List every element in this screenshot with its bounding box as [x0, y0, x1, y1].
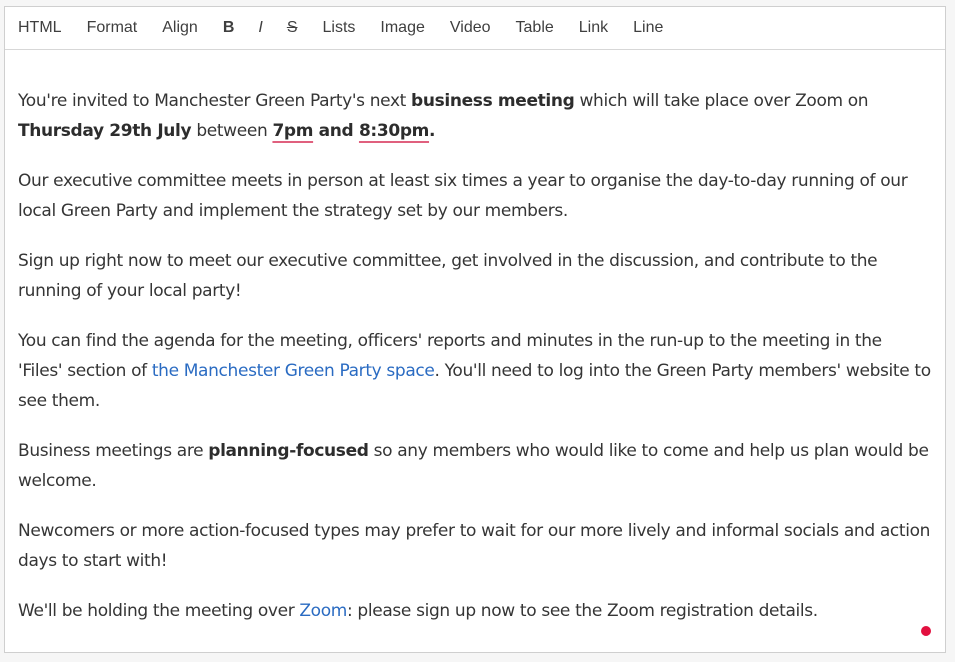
- html-button[interactable]: HTML: [18, 19, 62, 36]
- business-text-2: so any members who would like to come and help us plan would be welcome.: [18, 441, 929, 491]
- paragraph-sign-up: Sign up right now to meet our executive committee, get involved in the discussion, and contribute to the running of your local party!: [18, 251, 878, 301]
- align-button[interactable]: Align: [162, 19, 198, 36]
- zoom-text-2: : please sign up now to see the Zoom registration details.: [347, 601, 818, 621]
- rich-text-editor[interactable]: [4, 6, 946, 653]
- paragraph-agenda: [18, 326, 931, 416]
- paragraph-executive-committee: Our executive committee meets in person at least six times a year to organise the day-to-day running of our local Green Party and implement the strategy set by our members.: [18, 171, 908, 221]
- link-button[interactable]: Link: [578, 19, 609, 36]
- agenda-text-1: You can find the agenda for the meeting, officers' reports and minutes in the run-up to the meeting in the 'Files' section of: [18, 331, 882, 381]
- agenda-text-2: . You'll need to log into the Green Party members' website to see them.: [18, 361, 931, 411]
- strikethrough-button[interactable]: S: [286, 19, 298, 36]
- lists-button[interactable]: Lists: [322, 19, 356, 36]
- invitation-text-3: between: [191, 121, 273, 141]
- editor-content[interactable]: [5, 50, 945, 626]
- start-time-bold: 7pm: [272, 121, 314, 141]
- status-dot-icon: [921, 626, 931, 636]
- italic-button[interactable]: I: [258, 19, 263, 36]
- paragraph-zoom: [18, 596, 931, 626]
- video-button[interactable]: Video: [449, 19, 491, 36]
- end-time-bold: 8:30pm: [358, 121, 430, 141]
- invitation-text-1: You're invited to Manchester Green Party's next: [18, 91, 412, 111]
- zoom-text-1: We'll be holding the meeting over: [18, 601, 300, 621]
- image-button[interactable]: Image: [380, 19, 425, 36]
- bold-button[interactable]: B: [222, 19, 235, 36]
- planning-focused-bold: planning-focused: [208, 441, 369, 461]
- line-button[interactable]: Line: [633, 19, 664, 36]
- meeting-date-bold: Thursday 29th July: [18, 121, 192, 141]
- business-text-1: Business meetings are: [18, 441, 209, 461]
- format-button[interactable]: Format: [86, 19, 138, 36]
- paragraph-business-meetings: [18, 436, 931, 496]
- invitation-text-2: which will take place over Zoom on: [574, 91, 869, 111]
- green-party-space-link[interactable]: the Manchester Green Party space: [151, 361, 435, 381]
- paragraph-invitation: [18, 86, 931, 146]
- table-button[interactable]: Table: [515, 19, 554, 36]
- editor-toolbar: [5, 7, 945, 50]
- zoom-link[interactable]: Zoom: [299, 601, 347, 621]
- and-bold: and: [313, 121, 359, 141]
- business-meeting-bold: business meeting: [411, 91, 575, 111]
- paragraph-newcomers: Newcomers or more action-focused types may prefer to wait for our more lively and informal socials and action days to start with!: [18, 521, 931, 571]
- period-bold: .: [429, 121, 436, 141]
